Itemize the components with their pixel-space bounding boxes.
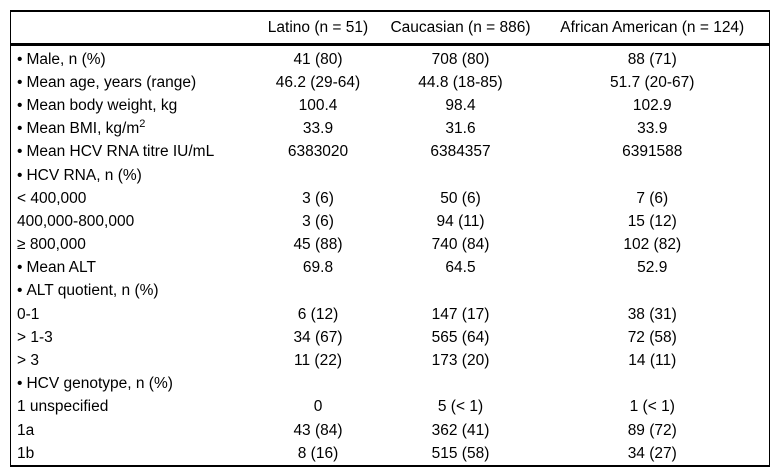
row-label: • Mean BMI, $kg/m^2$ xyxy=(17,118,146,138)
cell-value: 69.8 xyxy=(302,259,334,277)
row-label: < 400,000 xyxy=(17,189,87,207)
cell-value xyxy=(536,164,770,187)
row-label: • Mean ALT xyxy=(17,259,96,277)
cell-value: 362 (41) xyxy=(431,421,490,439)
cell-value: 50 (6) xyxy=(440,189,481,207)
header-cell-empty xyxy=(11,11,251,45)
table-row xyxy=(11,45,770,72)
row-label: • HCV RNA, n (%) xyxy=(17,166,142,184)
table-row xyxy=(11,442,770,466)
cell-value: 0 xyxy=(313,398,323,416)
cell-value: 88 (71) xyxy=(627,50,677,68)
bullet-marker: • xyxy=(17,259,23,277)
cell-value xyxy=(251,373,386,396)
cell-value xyxy=(536,280,770,303)
cell-value: 147 (17) xyxy=(431,305,490,323)
table-row xyxy=(11,141,770,164)
cell-value: 89 (72) xyxy=(627,421,677,439)
bullet-marker: • xyxy=(17,50,23,68)
cell-value xyxy=(251,280,386,303)
cell-value: 565 (64) xyxy=(431,328,490,346)
bullet-marker: • xyxy=(17,143,23,161)
cell-value: 33.9 xyxy=(302,120,334,138)
cell-value: 173 (20) xyxy=(431,352,490,370)
table-sheet xyxy=(10,10,769,467)
header-cell-latino: Latino (n = 51) xyxy=(251,11,386,45)
row-label: > 3 xyxy=(17,352,39,370)
table-row xyxy=(11,257,770,280)
cell-value: 46.2 (29-64) xyxy=(275,73,361,91)
bullet-marker: • xyxy=(17,96,23,114)
row-label: ≥ 800,000 xyxy=(17,236,86,254)
cell-value: 34 (27) xyxy=(627,444,677,462)
cell-value: 52.9 xyxy=(637,259,668,277)
cell-value: 740 (84) xyxy=(431,236,490,254)
cell-value: 98.4 xyxy=(445,96,476,114)
header-row xyxy=(11,11,770,45)
table-row xyxy=(11,94,770,117)
row-label: > 1-3 xyxy=(17,328,53,346)
cell-value: 3 (6) xyxy=(302,212,334,230)
table-row xyxy=(11,396,770,419)
bullet-marker: • xyxy=(17,120,23,138)
bullet-marker: • xyxy=(17,282,23,300)
cell-value: 708 (80) xyxy=(431,50,490,68)
bullet-marker: • xyxy=(17,375,23,393)
cell-value: 5 (< 1) xyxy=(437,398,484,416)
cell-value: 15 (12) xyxy=(627,212,677,230)
table-row xyxy=(11,118,770,141)
table-row xyxy=(11,234,770,257)
row-label: 1b xyxy=(17,444,35,462)
table-row xyxy=(11,71,770,94)
row-label: • Mean age, years (range) xyxy=(17,73,197,91)
cell-value xyxy=(386,280,536,303)
cell-value: 7 (6) xyxy=(636,189,669,207)
cell-value: 100.4 xyxy=(298,96,338,114)
bullet-marker: • xyxy=(17,73,23,91)
patient-demographics-table xyxy=(10,10,770,467)
row-label: 0-1 xyxy=(17,305,40,323)
cell-value: 6383020 xyxy=(287,143,349,161)
table-row xyxy=(11,419,770,442)
cell-value: 44.8 (18-85) xyxy=(418,73,503,91)
cell-value: 6 (12) xyxy=(297,305,339,323)
row-label: • Male, n (%) xyxy=(17,50,106,68)
cell-value: 34 (67) xyxy=(293,328,343,346)
table-header xyxy=(11,11,770,45)
row-label: • Mean body weight, kg xyxy=(17,96,178,114)
cell-value xyxy=(386,373,536,396)
cell-value: 6391588 xyxy=(622,143,683,161)
cell-value: 14 (11) xyxy=(628,352,677,370)
cell-value xyxy=(251,164,386,187)
row-label: • ALT quotient, n (%) xyxy=(17,282,159,300)
cell-value: 94 (11) xyxy=(436,212,485,230)
cell-value: 31.6 xyxy=(445,120,476,138)
row-label: 1 unspecified xyxy=(17,398,109,416)
table-row xyxy=(11,326,770,349)
table-row xyxy=(11,187,770,210)
cell-value: 72 (58) xyxy=(627,328,677,346)
cell-value: 64.5 xyxy=(445,259,476,277)
cell-value xyxy=(386,164,536,187)
cell-value: 51.7 (20-67) xyxy=(610,73,695,91)
cell-value: 11 (22) xyxy=(294,352,342,370)
table-row xyxy=(11,280,770,303)
table-row xyxy=(11,303,770,326)
row-label: 400,000-800,000 xyxy=(17,212,135,230)
table-row xyxy=(11,373,770,396)
cell-value: 1 (< 1) xyxy=(629,398,675,416)
cell-value: 515 (58) xyxy=(431,444,490,462)
table-row xyxy=(11,349,770,372)
cell-value xyxy=(536,373,770,396)
table-row xyxy=(11,164,770,187)
header-cell-african-american: African American (n = 124) xyxy=(536,11,770,45)
cell-value: 102 (82) xyxy=(623,236,682,254)
header-cell-caucasian: Caucasian (n = 886) xyxy=(386,11,536,45)
table-body xyxy=(11,45,770,467)
cell-value: 38 (31) xyxy=(627,305,677,323)
cell-value: 41 (80) xyxy=(293,50,343,68)
cell-value: 43 (84) xyxy=(293,421,343,439)
bullet-marker: • xyxy=(17,166,23,184)
cell-value: 45 (88) xyxy=(293,236,343,254)
row-label: • HCV genotype, n (%) xyxy=(17,375,173,393)
row-label: 1a xyxy=(17,421,35,439)
superscript: 2 xyxy=(139,118,146,130)
row-label: • Mean HCV RNA titre IU/mL xyxy=(17,143,215,161)
cell-value: 8 (16) xyxy=(297,444,339,462)
cell-value: 3 (6) xyxy=(302,189,334,207)
cell-value: 102.9 xyxy=(632,96,672,114)
cell-value: 6384357 xyxy=(430,143,491,161)
cell-value: 33.9 xyxy=(637,120,668,138)
table-row xyxy=(11,210,770,233)
